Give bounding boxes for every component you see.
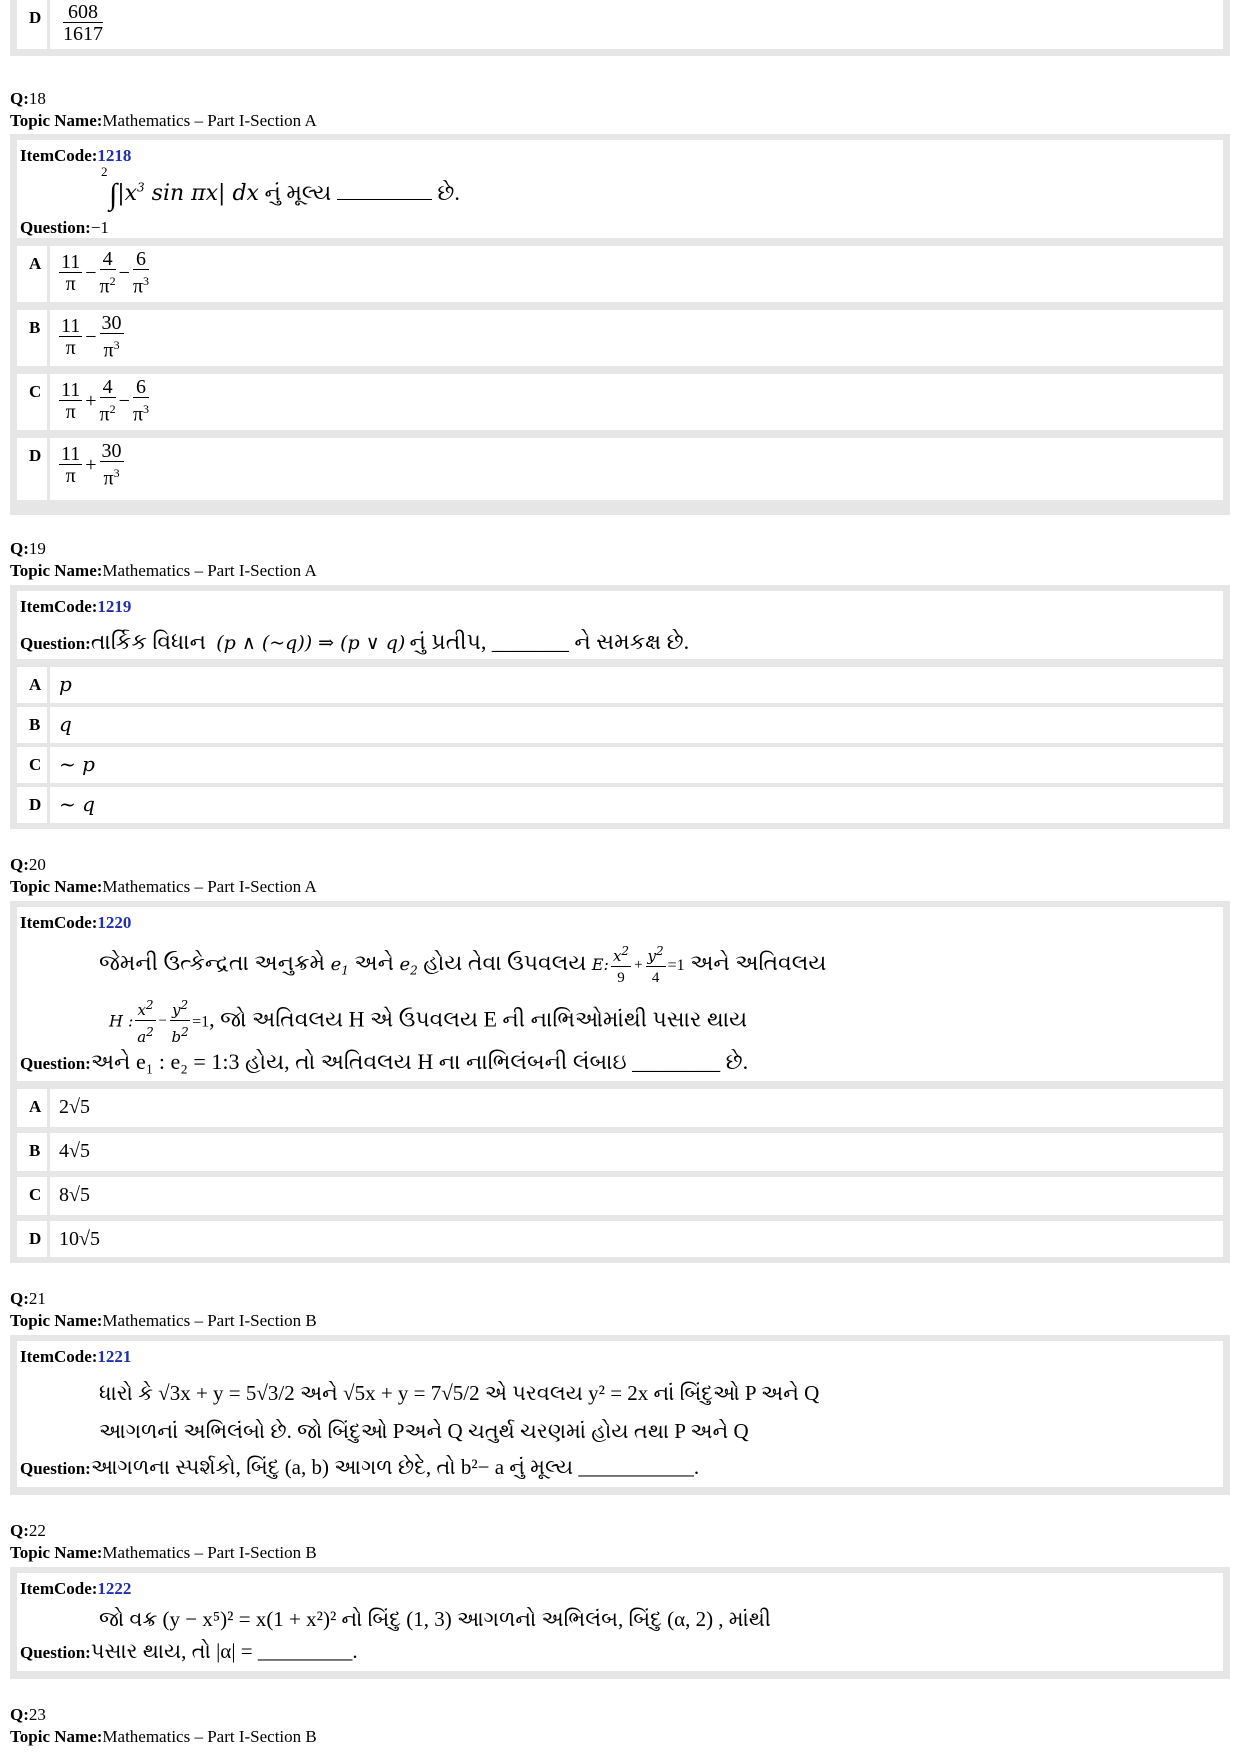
question-number: 19 xyxy=(28,539,46,558)
question-text-line: આગળનાં અભિલંબો છે. જો બિંદુઓ Pઅને Q ચતુર્થ ચરણમાં હોય તથા P અને Q xyxy=(99,1419,749,1443)
question-header: Q:21 Topic Name:Mathematics – Part I-Section B xyxy=(10,1289,317,1330)
option-value: ~ p xyxy=(59,752,95,776)
option-row xyxy=(17,310,1223,366)
option-letter: A xyxy=(17,246,50,302)
question-body: ItemCode:1222 જો વક્ર (y − x⁵)² = x(1 + x²)² નો બિંદુ (1, 3) આગળનો અભિલંબ, બિંદુ (α, 2) , માંથી Question:પસાર થાય, તો |α| = _________. xyxy=(17,1573,1223,1671)
question-card xyxy=(10,1335,1230,1495)
option-letter: C xyxy=(17,1177,50,1215)
option-letter: B xyxy=(17,707,50,743)
option-letter: A xyxy=(17,667,50,703)
question-text-line: H : $\frac{x^2}{a^2}$ − $\frac{y^2}{b^2}$ =1, જો અતિવલય H એ ઉપવલય E ની નાભિઓમાંથી પસાર થાય xyxy=(109,995,747,1048)
topic-name: Mathematics – Part I-Section B xyxy=(102,1311,317,1330)
option-value: 8√5 xyxy=(59,1184,90,1206)
option-letter: B xyxy=(17,1133,50,1171)
option-row xyxy=(17,707,1223,743)
option-row xyxy=(17,1177,1223,1215)
question-card xyxy=(10,901,1230,1263)
option-letter: D xyxy=(17,0,50,49)
option-value: 4√5 xyxy=(59,1140,90,1162)
option-row xyxy=(17,1089,1223,1127)
item-code: 1220 xyxy=(97,913,132,932)
option-row xyxy=(17,374,1223,430)
option-value: p xyxy=(59,672,72,696)
question-text-line: જો વક્ર (y − x⁵)² = x(1 + x²)² નો બિંદુ (1, 3) આગળનો અભિલંબ, બિંદુ (α, 2) , માંથી xyxy=(99,1607,771,1631)
option-letter: D xyxy=(17,1221,50,1257)
option-row xyxy=(17,1133,1223,1171)
option-row xyxy=(17,246,1223,302)
question-header: Q:23 Topic Name:Mathematics – Part I-Section B xyxy=(10,1705,317,1746)
question-header: Q:18 Topic Name:Mathematics – Part I-Section A xyxy=(10,89,317,130)
option-letter: A xyxy=(17,1089,50,1127)
question-header: Q:20 Topic Name:Mathematics – Part I-Section A xyxy=(10,855,317,896)
option-value: $\frac{11}{\pi}$ + $\frac{4}{\pi^2}$ − $\frac{6}{\pi^3}$ xyxy=(61,376,150,426)
option-row xyxy=(17,667,1223,703)
question-text-line: Question:અને e₁ : e₂ = 1:3 હોય, તો અતિવલય H ના નાભિલંબની લંબાઇ ________ છે. xyxy=(20,1049,749,1074)
option-letter: D xyxy=(17,787,50,823)
item-code: 1222 xyxy=(97,1579,132,1598)
option-value: 10√5 xyxy=(59,1228,100,1250)
question-body: ItemCode:1219 Question:તાર્કિક વિધાન (p ∧ (~q)) ⇒ (p ∨ q) નું પ્રતીપ, _______ ને સમકક્ષ છે. xyxy=(17,591,1223,659)
question-number: 18 xyxy=(28,89,46,108)
topic-name: Mathematics – Part I-Section A xyxy=(102,111,317,130)
question-text-line: જેમની ઉત્કેન્દ્રતા અનુક્રમે $e_1$ અને $e_2$ હોય તેવા ઉપવલય E: $\frac{x^2}{9}$ + $\frac{y^2}{4}$ =1 અને અતિવલય xyxy=(99,941,826,989)
option-value: $\frac{608}{1617}$ xyxy=(63,1,103,45)
option-value: $\frac{11}{\pi}$ − $\frac{30}{\pi^3}$ xyxy=(61,312,122,362)
question-text-line: Question:પસાર થાય, તો |α| = _________. xyxy=(20,1639,358,1663)
question-number: 23 xyxy=(28,1705,46,1724)
option-value: q xyxy=(59,712,72,736)
question-header: Q:22 Topic Name:Mathematics – Part I-Section B xyxy=(10,1521,317,1562)
question-card xyxy=(10,134,1230,515)
option-value: $\frac{11}{\pi}$ − $\frac{4}{\pi^2}$ − $\frac{6}{\pi^3}$ xyxy=(61,248,150,298)
option-letter: C xyxy=(17,747,50,783)
option-row xyxy=(17,1221,1223,1257)
integral-lower-limit: −1 xyxy=(90,218,109,237)
item-code: 1218 xyxy=(97,146,132,165)
item-code: 1219 xyxy=(97,597,132,616)
option-row xyxy=(17,787,1223,823)
option-row xyxy=(17,438,1223,500)
option-letter: C xyxy=(17,374,50,430)
integral-upper-limit: 2 xyxy=(101,164,108,179)
item-code: 1221 xyxy=(97,1347,132,1366)
topic-name: Mathematics – Part I-Section B xyxy=(102,1727,317,1746)
question-card xyxy=(10,585,1230,829)
option-value: 2√5 xyxy=(59,1096,90,1118)
option-value: $\frac{11}{\pi}$ + $\frac{30}{\pi^3}$ xyxy=(61,440,122,490)
prev-option-card xyxy=(10,0,1230,56)
question-body: ItemCode:1220 જેમની ઉત્કેન્દ્રતા અનુક્રમે $e_1$ અને $e_2$ હોય તેવા ઉપવલય E: $\frac{x^2}{9}$ + $\frac{y^2}{4}$ =1 અને અતિવલય H : $\frac{x^2}{a^2}$ − $\frac{y^2}{b^2}$ =1, જો અતિવલય H એ ઉપવલય E ની નાભિઓમાંથી પસાર થાય Question:અને e₁ : e₂ = 1:3 હોય, તો અતિવલય H ના નાભિલંબની લંબાઇ ________ છે. xyxy=(17,907,1223,1081)
question-text: Question:તાર્કિક વિધાન (p ∧ (~q)) ⇒ (p ∨ q) નું પ્રતીપ, _______ ને સમકક્ષ છે. xyxy=(20,629,690,654)
question-number: 20 xyxy=(28,855,46,874)
question-body: ItemCode:1221 ધારો કે √3x + y = 5√3/2 અને √5x + y = 7√5/2 એ પરવલય y² = 2x નાં બિંદુઓ P અને Q આગળનાં અભિલંબો છે. જો બિંદુઓ Pઅને Q ચતુર્થ ચરણમાં હોય તથા P અને Q Question:આગળના સ્પર્શકો, બિંદુ (a, b) આગળ છેદે, તો b²− a નું મૂલ્ય ___________. xyxy=(17,1341,1223,1487)
option-row xyxy=(17,747,1223,783)
question-body: ItemCode:1218 2 $\int|x^3$ sin πx| dx નું મૂલ્ય છે. Question:−1 xyxy=(17,140,1223,238)
topic-name: Mathematics – Part I-Section A xyxy=(102,561,317,580)
question-number: 22 xyxy=(28,1521,46,1540)
question-card xyxy=(10,1567,1230,1679)
topic-name: Mathematics – Part I-Section A xyxy=(102,877,317,896)
option-value: ~ q xyxy=(59,792,95,816)
option-letter: B xyxy=(17,310,50,366)
question-header: Q:19 Topic Name:Mathematics – Part I-Section A xyxy=(10,539,317,580)
option-letter: D xyxy=(17,438,50,500)
question-text-line: Question:આગળના સ્પર્શકો, બિંદુ (a, b) આગળ છેદે, તો b²− a નું મૂલ્ય ___________. xyxy=(20,1455,700,1479)
question-number: 21 xyxy=(28,1289,46,1308)
question-text-line: ધારો કે √3x + y = 5√3/2 અને √5x + y = 7√5/2 એ પરવલય y² = 2x નાં બિંદુઓ P અને Q xyxy=(99,1381,820,1405)
question-text: $\int|x^3$ sin πx| dx નું મૂલ્ય છે. xyxy=(109,178,460,211)
option-row xyxy=(17,0,1223,49)
topic-name: Mathematics – Part I-Section B xyxy=(102,1543,317,1562)
